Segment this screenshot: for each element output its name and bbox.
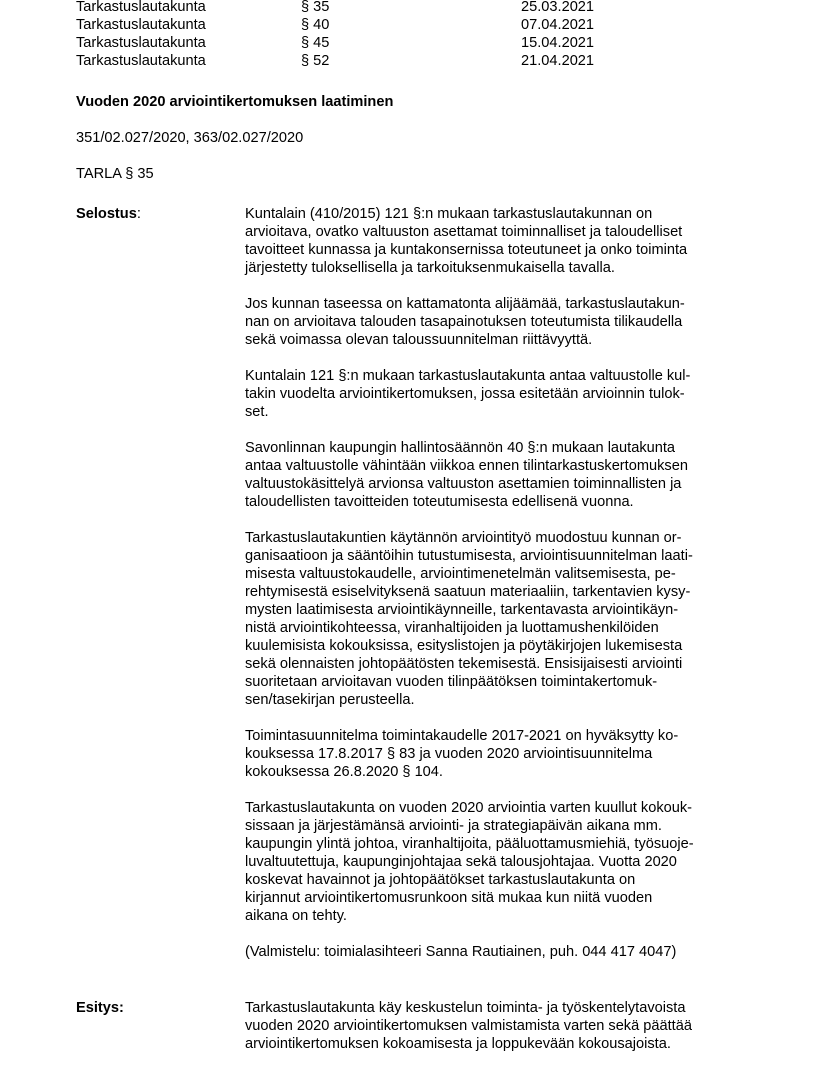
paragraph-line: nan on arvioitava talouden tasapainotuksen toteutumista tilikaudella [245,314,683,330]
meeting-date: 25.03.2021 [521,0,595,15]
meeting-board: Tarkastuslautakunta [76,17,206,33]
meeting-board: Tarkastuslautakunta [76,35,206,51]
meeting-row [0,34,816,52]
paragraph-line: Tarkastuslautakunta käy keskustelun toiminta- ja työskentelytavoista [245,1000,686,1016]
paragraph-line: kirjannut arviointikertomusrunkoon sitä mukaa kun niitä vuoden [245,890,653,906]
paragraph [245,439,745,511]
paragraph-line: Kuntalain 121 §:n mukaan tarkastuslautakunta antaa valtuustolle kul- [245,368,691,384]
document-title: Vuoden 2020 arviointikertomuksen laatiminen [76,94,394,110]
paragraph-line: luvaltuutettuja, kaupunginjohtajaa sekä talousjohtajaa. Vuotta 2020 [245,854,677,870]
meeting-row [0,0,816,16]
paragraph [245,799,745,925]
paragraph-line: kouksessa 17.8.2017 § 83 ja vuoden 2020 arviointisuunnitelma [245,746,653,762]
paragraph-line: kokouksessa 26.8.2020 § 104. [245,764,443,780]
paragraph-line: koskevat havainnot ja johtopäätökset tarkastuslautakunta on [245,872,636,888]
paragraph-line: arvioitava, ovatko valtuuston asettamat toiminnalliset ja taloudelliset [245,224,683,240]
selostus-label-colon: : [136,206,141,222]
esitys-body [245,999,745,1071]
meeting-board: Tarkastuslautakunta [76,53,206,69]
paragraph-line: aikana on tehty. [245,908,347,924]
paragraph-line: taloudellisten tavoitteiden toteutumisesta edellisenä vuonna. [245,494,634,510]
paragraph-line: tavoitteet kunnassa ja kuntakonsernissa toteutuneet ja onko toiminta [245,242,688,258]
meeting-date: 21.04.2021 [521,53,595,69]
paragraph-line: Toimintasuunnitelma toimintakaudelle 2017-2021 on hyväksytty ko- [245,728,679,744]
meeting-board: Tarkastuslautakunta [76,0,206,15]
paragraph-line: kuulemisista kokouksissa, esityslistojen ja pöytäkirjojen lukemisesta [245,638,683,654]
paragraph-line: takin vuodelta arviointikertomuksen, jossa esitetään arvioinnin tulok- [245,386,685,402]
paragraph-line: mysten laatimisesta arviointikäynneille, tarkentavasta arviointikäyn- [245,602,679,618]
paragraph-line: set. [245,404,269,420]
paragraph [245,943,745,961]
selostus-label [76,205,141,223]
paragraph-line: sekä voimassa olevan taloussuunnitelman riittävyyttä. [245,332,593,348]
esitys-label: Esitys: [76,1000,124,1016]
paragraph-line: kaupungin ylintä johtoa, viranhaltijoita, pääluottamusmiehiä, työsuoje- [245,836,694,852]
meeting-paragraph: § 35 [301,0,330,15]
paragraph-line: antaa valtuustolle vähintään viikkoa ennen tilintarkastuskertomuksen [245,458,688,474]
paragraph-line: (Valmistelu: toimialasihteeri Sanna Rautiainen, puh. 044 417 4047) [245,944,677,960]
paragraph-line: rehtymisestä esiselvityksenä saatuun materiaaliin, tarkentavien kysy- [245,584,691,600]
meeting-row [0,52,816,70]
paragraph [245,999,745,1053]
paragraph-line: vuoden 2020 arviointikertomuksen valmistamista varten sekä päättää [245,1018,692,1034]
paragraph-line: sen/tasekirjan perusteella. [245,692,415,708]
paragraph-line: ganisaatioon ja sääntöihin tutustumisesta, arviointisuunnitelman laati- [245,548,693,564]
meeting-row [0,16,816,34]
meeting-paragraph: § 40 [301,17,330,33]
meeting-date: 15.04.2021 [521,35,595,51]
selostus-label-text: Selostus [76,206,137,222]
meeting-paragraph: § 52 [301,53,330,69]
meeting-date: 07.04.2021 [521,17,595,33]
reference-paragraph: TARLA § 35 [76,166,154,182]
paragraph-line: Kuntalain (410/2015) 121 §:n mukaan tarkastuslautakunnan on [245,206,653,222]
paragraph [245,727,745,781]
meeting-paragraph: § 45 [301,35,330,51]
paragraph-line: nistä arviointikohteessa, viranhaltijoiden ja luottamushenkilöiden [245,620,659,636]
paragraph [245,367,745,421]
paragraph-line: Tarkastuslautakunta on vuoden 2020 arviointia varten kuullut kokouk- [245,800,693,816]
paragraph-line: Tarkastuslautakuntien käytännön arviointityö muodostuu kunnan or- [245,530,682,546]
paragraph [245,295,745,349]
diary-numbers: 351/02.027/2020, 363/02.027/2020 [76,130,304,146]
paragraph-line: sekä olennaisten johtopäätösten tekemisestä. Ensisijaisesti arviointi [245,656,683,672]
selostus-body [245,205,745,979]
paragraph [245,205,745,277]
paragraph-line: Jos kunnan taseessa on kattamatonta alijäämää, tarkastuslautakun- [245,296,685,312]
paragraph-line: misesta valtuustokaudelle, arviointimenetelmän valitsemisesta, pe- [245,566,676,582]
paragraph-line: valtuustokäsittelyä arvionsa valtuuston asettamien toiminnallisten ja [245,476,682,492]
paragraph [245,529,745,709]
paragraph-line: Savonlinnan kaupungin hallintosäännön 40 §:n mukaan lautakunta [245,440,676,456]
paragraph-line: suoritetaan arvioitavan vuoden tilinpäätöksen toimintakertomuk- [245,674,658,690]
paragraph-line: järjestetty tuloksellisella ja tarkoituksenmukaisella tavalla. [245,260,615,276]
paragraph-line: sissaan ja järjestämänsä arviointi- ja strategiapäivän aikana mm. [245,818,662,834]
paragraph-line: arviointikertomuksen kokoamisesta ja loppukevään kokousajoista. [245,1036,671,1052]
